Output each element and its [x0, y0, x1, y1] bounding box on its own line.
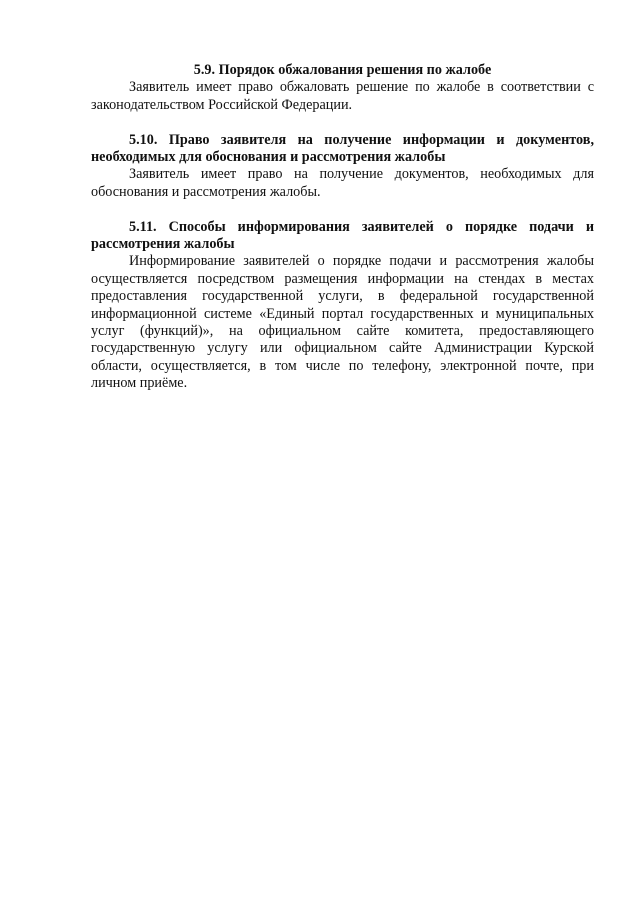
section-paragraph: Заявитель имеет право на получение документов, необходимых для обоснования и рассмотрения жалобы. — [91, 166, 594, 200]
section-5-9 — [91, 62, 594, 114]
section-heading: 5.11. Способы информирования заявителей о порядке подачи и рассмотрения жалобы — [91, 218, 594, 253]
section-paragraph: Заявитель имеет право обжаловать решение по жалобе в соответствии с законодательством Российской Федерации. — [91, 79, 594, 113]
section-5-10 — [91, 132, 594, 202]
section-heading: 5.10. Право заявителя на получение информации и документов, необходимых для обоснования и рассмотрения жалобы — [91, 131, 594, 166]
section-5-11 — [91, 219, 594, 393]
section-paragraph: Информирование заявителей о порядке подачи и рассмотрения жалобы осуществляется посредством размещения информации на стендах в местах предоставления государственной услуги, в федеральной государственной информационной системе «Единый портал государственных и муниципальных услуг (функций)», на официальном сайте комитета, предоставляющего государственную услугу или официальном сайте Администрации Курской области, осуществляется, в том числе по телефону, электронной почте, при личном приёме. — [91, 253, 594, 392]
paragraph-spacer — [91, 201, 594, 218]
document-page — [91, 62, 594, 393]
paragraph-spacer — [91, 114, 594, 131]
section-heading: 5.9. Порядок обжалования решения по жалобе — [193, 62, 492, 78]
